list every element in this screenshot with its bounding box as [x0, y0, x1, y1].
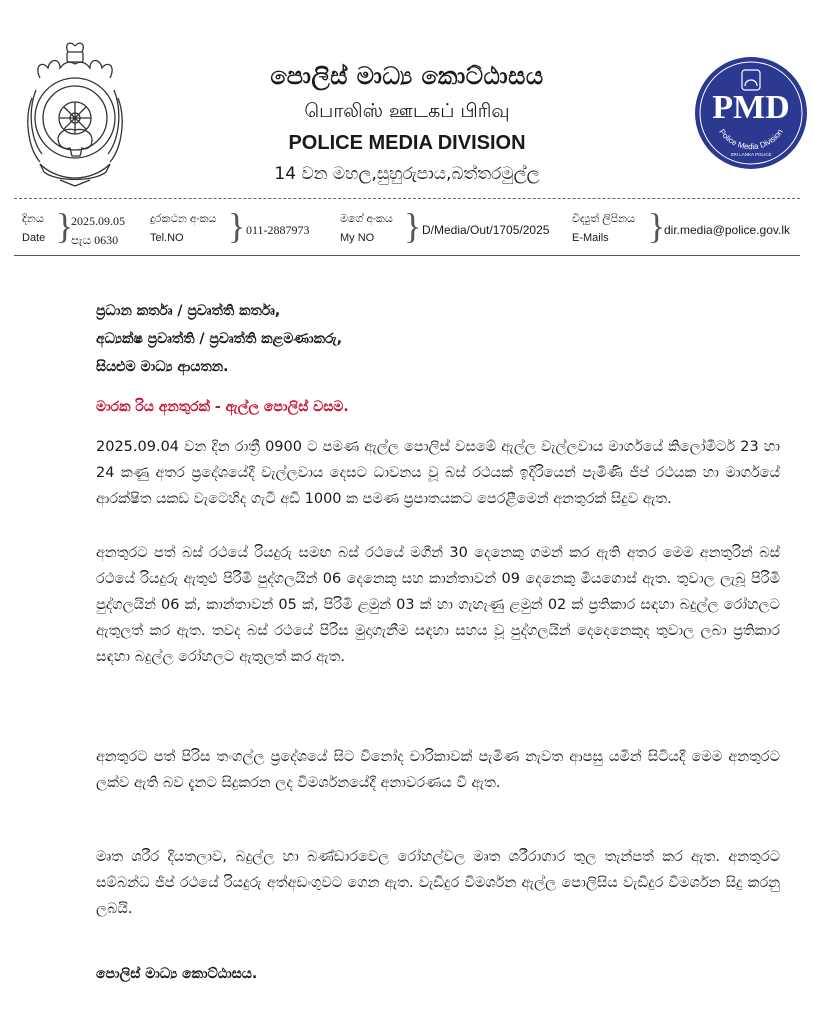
email-label-english: E-Mails: [572, 232, 609, 244]
time-value: පැය 0630: [71, 233, 119, 247]
header-title-tamil: பொலிஸ் ஊடகப் பிரிவு: [304, 100, 510, 122]
myno-value: D/Media/Out/1705/2025: [422, 223, 550, 237]
date-value: 2025.09.05: [71, 214, 125, 228]
meta-bottom-rule: [14, 255, 800, 256]
body-paragraph: මෘත ශරීර දියතලාව, බදුල්ල හා බණ්ඩාරවෙල රෝහල්වල මෘත ශරීරාගාර තුල තැන්පත් කර ඇත. අනතුරට සම්බන්ධ ජීප් රථයේ රියදුරු අත්අඩංගුවට ගෙන ඇත. වැඩිදුර විමර්ශන ඇල්ල පොලිසිය වැඩිදුර විමර්ශන සිදු කරනු ලබයි.: [96, 849, 780, 917]
header-title-sinhala: පොලිස් මාධ්‍ය කොට්ඨාසය: [270, 62, 544, 90]
date-label-english: Date: [22, 232, 46, 244]
myno-label-sinhala: මගේ අංකය: [340, 213, 393, 225]
meta-top-rule: [14, 198, 800, 199]
tel-label-sinhala: දුරකථන අංකය: [150, 213, 217, 225]
addressee-line: අධ්‍යක්ෂ ප්‍රවෘත්ති / ප්‍රවෘත්ති කළමණාකරු,: [96, 331, 343, 347]
brace-divider: }: [404, 206, 422, 246]
signature: පොලිස් මාධ්‍ය කොට්ඨාසය.: [96, 966, 258, 982]
addressee-line: සියළුම මාධ්‍ය ආයතන.: [96, 359, 229, 375]
body-paragraph: අනතුරට පත් බස් රථයේ රියදුරු සමඟ බස් රථයේ මගීන් 30 දෙනෙකු ගමන් කර ඇති අතර මෙම අනතුරින් බස් රථයේ රියදුරු ඇතුළු පිරිමි පුද්ගලයින් 06 දෙනෙකු සහ කාන්තාවන් 09 දෙනෙකු මියගොස් ඇත. තුවාල ලැබූ පිරිමි පුද්ගලයින් 06 ක්, කාන්තාවන් 05 ක්, පිරිමි ළමුන් 03 ක් හා ගැහැණු ළමුන් 02 ක් ප්‍රතිකාර සඳහා බදුල්ල රෝහලට ඇතුලත් කර ඇත. තවද බස් රථයේ පිරිස මුදාගැනීම සඳහා සහය වූ පුද්ගලයින් දෙදෙනෙකුද තුවාල ලබා ප්‍රතිකාර සඳහා බදුල්ල රෝහලට ඇතුලත් කර ඇත.: [96, 545, 780, 665]
subject-heading: මාරක රිය අනතුරක් - ඇල්ල පොලිස් වසම.: [96, 399, 349, 415]
pmd-sub-text: SRI LANKA POLICE: [730, 152, 772, 157]
header-title-english: POLICE MEDIA DIVISION: [288, 132, 526, 154]
date-label-sinhala: දිනය: [22, 213, 44, 225]
addressee-line: ප්‍රධාන කර්තෘ / ප්‍රවෘත්ති කර්තෘ,: [96, 303, 281, 319]
tel-value: 011-2887973: [246, 223, 310, 237]
brace-divider: }: [228, 206, 246, 246]
brace-divider: }: [56, 206, 74, 246]
body-paragraph: අනතුරට පත් පිරිස තංගල්ල ප්‍රදේශයේ සිට විනෝද චාරිකාවක් පැමිණ නැවත ආපසු යමින් සිටියදී මෙම අනතුරට ලක්ව ඇති බව දැනට සිදුකරන ලද විමර්ශනයේදී අනාවරණය වී ඇත.: [96, 749, 780, 791]
tel-label-english: Tel.NO: [150, 232, 184, 244]
brace-divider: }: [648, 206, 666, 246]
pmd-logo-text: PMD: [712, 89, 790, 126]
header-address: 14 වන මහල,සුහුරුපාය,බත්තරමුල්ල: [274, 164, 540, 184]
body-paragraph: 2025.09.04 වන දින රාත්‍රී 0900 ට පමණ ඇල්ල පොලිස් වසමේ ඇල්ල වැල්ලවාය මාර්ගයේ කිලෝමීටර් 23 හා 24 කණු අතර ප්‍රදේශයේදී වැල්ලවාය දෙසට ධාවනය වූ බස් රථයක් ඉදිරියෙන් පැමිණි ජීප් රථයක හා මාර්ගයේ ආරක්ෂිත යකඩ වැටෙහිද ගැටී අඩි 1000 ක පමණ ප්‍රපාතයකට පෙරළීමෙන් අනතුරක් සිදුව ඇත.: [96, 439, 780, 507]
pmd-logo: [694, 56, 808, 170]
email-value: dir.media@police.gov.lk: [664, 223, 791, 237]
pmd-ring-text: Police Media Division: [717, 127, 785, 152]
myno-label-english: My NO: [340, 232, 375, 244]
email-label-sinhala: විද්‍යුත් ලිපිනය: [572, 213, 635, 225]
